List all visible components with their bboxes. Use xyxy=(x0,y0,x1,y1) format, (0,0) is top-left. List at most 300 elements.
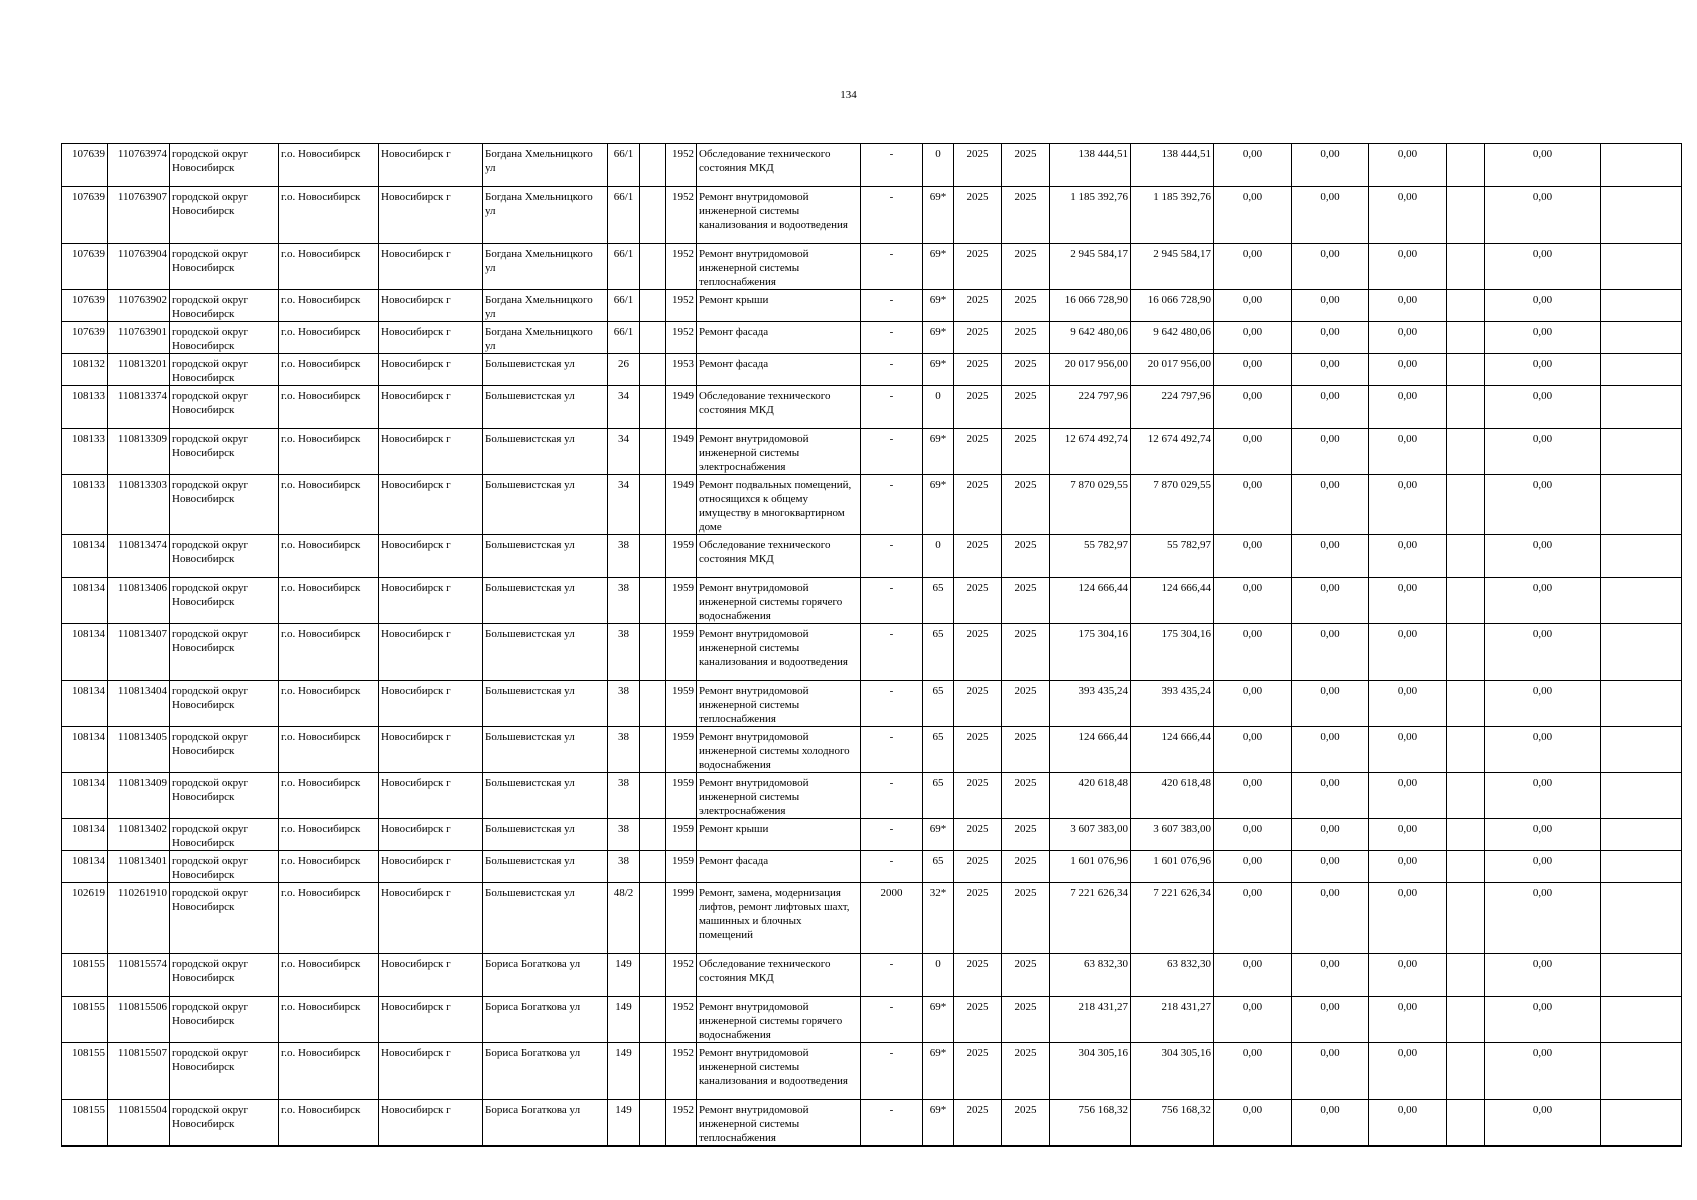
street-cell: Богдана Хмельницкого ул xyxy=(483,187,608,244)
federal-cell: 0,00 xyxy=(1214,997,1292,1043)
building-cell xyxy=(640,773,666,819)
street-cell: Большевистская ул xyxy=(483,819,608,851)
owners-cell: 0,00 xyxy=(1485,624,1601,681)
street-cell: Бориса Богаткова ул xyxy=(483,1043,608,1100)
plan-end-cell: 2025 xyxy=(1002,244,1050,290)
blank-cell xyxy=(1447,354,1485,386)
building-cell xyxy=(640,1100,666,1147)
work-type-cell: Ремонт крыши xyxy=(697,819,861,851)
year-built-cell: 1959 xyxy=(666,681,697,727)
last-repair-cell: - xyxy=(861,535,923,578)
work-id-cell: 110813374 xyxy=(108,386,170,429)
municipality-cell: г.о. Новосибирск xyxy=(279,681,379,727)
municipality-cell: г.о. Новосибирск xyxy=(279,1100,379,1147)
local-cell: 0,00 xyxy=(1369,322,1447,354)
owners-cell: 0,00 xyxy=(1485,244,1601,290)
house-number-cell: 26 xyxy=(608,354,640,386)
owners-cell: 0,00 xyxy=(1485,475,1601,535)
plan-start-cell: 2025 xyxy=(954,1043,1002,1100)
municipality-cell: г.о. Новосибирск xyxy=(279,578,379,624)
building-cell xyxy=(640,144,666,187)
street-cell: Большевистская ул xyxy=(483,681,608,727)
table-row xyxy=(62,997,1682,1043)
owners-cell: 0,00 xyxy=(1485,851,1601,883)
owners-cell: 0,00 xyxy=(1485,997,1601,1043)
year-built-cell: 1952 xyxy=(666,322,697,354)
street-cell: Большевистская ул xyxy=(483,773,608,819)
settlement-cell: Новосибирск г xyxy=(379,624,483,681)
regional-cell: 0,00 xyxy=(1292,187,1369,244)
house-number-cell: 66/1 xyxy=(608,290,640,322)
house-number-cell: 149 xyxy=(608,1100,640,1147)
owners-cell: 0,00 xyxy=(1485,322,1601,354)
street-cell: Большевистская ул xyxy=(483,578,608,624)
municipality-cell: г.о. Новосибирск xyxy=(279,535,379,578)
building-cell xyxy=(640,535,666,578)
work-id-cell: 110813406 xyxy=(108,578,170,624)
plan-end-cell: 2025 xyxy=(1002,322,1050,354)
year-built-cell: 1959 xyxy=(666,851,697,883)
wear-cell: 69* xyxy=(923,290,954,322)
plan-start-cell: 2025 xyxy=(954,997,1002,1043)
municipality-cell: г.о. Новосибирск xyxy=(279,386,379,429)
district-cell: городской округ Новосибирск xyxy=(170,187,279,244)
municipality-cell: г.о. Новосибирск xyxy=(279,819,379,851)
owners-cell: 0,00 xyxy=(1485,144,1601,187)
house-number-cell: 38 xyxy=(608,819,640,851)
federal-cell: 0,00 xyxy=(1214,475,1292,535)
street-cell: Большевистская ул xyxy=(483,883,608,954)
local-cell: 0,00 xyxy=(1369,244,1447,290)
table-row xyxy=(62,187,1682,244)
federal-cell: 0,00 xyxy=(1214,681,1292,727)
plan-end-cell: 2025 xyxy=(1002,187,1050,244)
house-number-cell: 38 xyxy=(608,535,640,578)
house-id-cell: 108134 xyxy=(62,727,108,773)
street-cell: Большевистская ул xyxy=(483,535,608,578)
owners-cell: 0,00 xyxy=(1485,1043,1601,1100)
local-cell: 0,00 xyxy=(1369,578,1447,624)
work-id-cell: 110815574 xyxy=(108,954,170,997)
wear-cell: 0 xyxy=(923,535,954,578)
house-number-cell: 38 xyxy=(608,681,640,727)
last-repair-cell: - xyxy=(861,851,923,883)
regional-cell: 0,00 xyxy=(1292,535,1369,578)
work-id-cell: 110813407 xyxy=(108,624,170,681)
extra-cell xyxy=(1601,535,1682,578)
total-cost-cell: 3 607 383,00 xyxy=(1050,819,1131,851)
regional-cell: 0,00 xyxy=(1292,244,1369,290)
work-id-cell: 110813303 xyxy=(108,475,170,535)
house-id-cell: 108133 xyxy=(62,475,108,535)
wear-cell: 65 xyxy=(923,773,954,819)
work-id-cell: 110813401 xyxy=(108,851,170,883)
work-type-cell: Ремонт внутридомовой инженерной системы горячего водоснабжения xyxy=(697,578,861,624)
district-cell: городской округ Новосибирск xyxy=(170,1043,279,1100)
plan-end-cell: 2025 xyxy=(1002,624,1050,681)
wear-cell: 69* xyxy=(923,997,954,1043)
plan-end-cell: 2025 xyxy=(1002,1100,1050,1147)
work-id-cell: 110813405 xyxy=(108,727,170,773)
federal-cell: 0,00 xyxy=(1214,954,1292,997)
street-cell: Большевистская ул xyxy=(483,354,608,386)
blank-cell xyxy=(1447,144,1485,187)
plan-end-cell: 2025 xyxy=(1002,475,1050,535)
table-row xyxy=(62,578,1682,624)
last-repair-cell: - xyxy=(861,997,923,1043)
house-id-cell: 107639 xyxy=(62,322,108,354)
last-repair-cell: - xyxy=(861,429,923,475)
total-cost-cell: 756 168,32 xyxy=(1050,1100,1131,1147)
total-cost-cell: 20 017 956,00 xyxy=(1050,354,1131,386)
blank-cell xyxy=(1447,727,1485,773)
year-built-cell: 1952 xyxy=(666,1043,697,1100)
house-number-cell: 38 xyxy=(608,727,640,773)
owners-cell: 0,00 xyxy=(1485,1100,1601,1147)
wear-cell: 65 xyxy=(923,578,954,624)
regional-cell: 0,00 xyxy=(1292,773,1369,819)
street-cell: Бориса Богаткова ул xyxy=(483,1100,608,1147)
blank-cell xyxy=(1447,475,1485,535)
municipality-cell: г.о. Новосибирск xyxy=(279,354,379,386)
regional-cell: 0,00 xyxy=(1292,997,1369,1043)
work-id-cell: 110763904 xyxy=(108,244,170,290)
district-cell: городской округ Новосибирск xyxy=(170,851,279,883)
work-type-cell: Ремонт внутридомовой инженерной системы канализования и водоотведения xyxy=(697,624,861,681)
plan-end-cell: 2025 xyxy=(1002,290,1050,322)
year-built-cell: 1952 xyxy=(666,1100,697,1147)
extra-cell xyxy=(1601,954,1682,997)
building-cell xyxy=(640,322,666,354)
settlement-cell: Новосибирск г xyxy=(379,773,483,819)
street-cell: Большевистская ул xyxy=(483,429,608,475)
plan-start-cell: 2025 xyxy=(954,386,1002,429)
local-cell: 0,00 xyxy=(1369,819,1447,851)
plan-end-cell: 2025 xyxy=(1002,851,1050,883)
house-number-cell: 34 xyxy=(608,386,640,429)
blank-cell xyxy=(1447,1043,1485,1100)
table-row xyxy=(62,1100,1682,1147)
wear-cell: 65 xyxy=(923,624,954,681)
street-cell: Бориса Богаткова ул xyxy=(483,954,608,997)
settlement-cell: Новосибирск г xyxy=(379,954,483,997)
house-number-cell: 38 xyxy=(608,773,640,819)
house-id-cell: 108155 xyxy=(62,997,108,1043)
plan-end-cell: 2025 xyxy=(1002,997,1050,1043)
house-id-cell: 108134 xyxy=(62,535,108,578)
federal-cell: 0,00 xyxy=(1214,883,1292,954)
blank-cell xyxy=(1447,851,1485,883)
fund-cost-cell: 756 168,32 xyxy=(1131,1100,1214,1147)
work-id-cell: 110813409 xyxy=(108,773,170,819)
street-cell: Богдана Хмельницкого ул xyxy=(483,322,608,354)
year-built-cell: 1952 xyxy=(666,997,697,1043)
plan-end-cell: 2025 xyxy=(1002,578,1050,624)
street-cell: Богдана Хмельницкого ул xyxy=(483,244,608,290)
house-id-cell: 108134 xyxy=(62,681,108,727)
fund-cost-cell: 138 444,51 xyxy=(1131,144,1214,187)
wear-cell: 69* xyxy=(923,187,954,244)
plan-start-cell: 2025 xyxy=(954,187,1002,244)
federal-cell: 0,00 xyxy=(1214,1043,1292,1100)
total-cost-cell: 1 601 076,96 xyxy=(1050,851,1131,883)
regional-cell: 0,00 xyxy=(1292,322,1369,354)
year-built-cell: 1952 xyxy=(666,144,697,187)
house-number-cell: 149 xyxy=(608,954,640,997)
local-cell: 0,00 xyxy=(1369,624,1447,681)
house-number-cell: 66/1 xyxy=(608,144,640,187)
street-cell: Бориса Богаткова ул xyxy=(483,997,608,1043)
local-cell: 0,00 xyxy=(1369,187,1447,244)
owners-cell: 0,00 xyxy=(1485,386,1601,429)
municipality-cell: г.о. Новосибирск xyxy=(279,883,379,954)
last-repair-cell: - xyxy=(861,681,923,727)
settlement-cell: Новосибирск г xyxy=(379,851,483,883)
street-cell: Большевистская ул xyxy=(483,851,608,883)
year-built-cell: 1959 xyxy=(666,624,697,681)
municipality-cell: г.о. Новосибирск xyxy=(279,322,379,354)
house-id-cell: 108133 xyxy=(62,386,108,429)
fund-cost-cell: 393 435,24 xyxy=(1131,681,1214,727)
local-cell: 0,00 xyxy=(1369,883,1447,954)
fund-cost-cell: 175 304,16 xyxy=(1131,624,1214,681)
total-cost-cell: 16 066 728,90 xyxy=(1050,290,1131,322)
district-cell: городской округ Новосибирск xyxy=(170,681,279,727)
table-row xyxy=(62,535,1682,578)
municipality-cell: г.о. Новосибирск xyxy=(279,429,379,475)
municipality-cell: г.о. Новосибирск xyxy=(279,773,379,819)
building-cell xyxy=(640,429,666,475)
federal-cell: 0,00 xyxy=(1214,244,1292,290)
year-built-cell: 1952 xyxy=(666,244,697,290)
fund-cost-cell: 3 607 383,00 xyxy=(1131,819,1214,851)
regional-cell: 0,00 xyxy=(1292,851,1369,883)
regional-cell: 0,00 xyxy=(1292,883,1369,954)
total-cost-cell: 218 431,27 xyxy=(1050,997,1131,1043)
extra-cell xyxy=(1601,851,1682,883)
table-row xyxy=(62,244,1682,290)
work-type-cell: Ремонт внутридомовой инженерной системы канализования и водоотведения xyxy=(697,187,861,244)
settlement-cell: Новосибирск г xyxy=(379,681,483,727)
regional-cell: 0,00 xyxy=(1292,290,1369,322)
extra-cell xyxy=(1601,354,1682,386)
work-type-cell: Ремонт внутридомовой инженерной системы электроснабжения xyxy=(697,429,861,475)
house-id-cell: 108134 xyxy=(62,851,108,883)
building-cell xyxy=(640,290,666,322)
extra-cell xyxy=(1601,290,1682,322)
owners-cell: 0,00 xyxy=(1485,819,1601,851)
regional-cell: 0,00 xyxy=(1292,354,1369,386)
plan-end-cell: 2025 xyxy=(1002,354,1050,386)
district-cell: городской округ Новосибирск xyxy=(170,819,279,851)
building-cell xyxy=(640,624,666,681)
plan-start-cell: 2025 xyxy=(954,354,1002,386)
work-type-cell: Ремонт крыши xyxy=(697,290,861,322)
blank-cell xyxy=(1447,290,1485,322)
blank-cell xyxy=(1447,997,1485,1043)
last-repair-cell: - xyxy=(861,1100,923,1147)
wear-cell: 65 xyxy=(923,851,954,883)
house-id-cell: 107639 xyxy=(62,290,108,322)
house-number-cell: 66/1 xyxy=(608,244,640,290)
fund-cost-cell: 1 601 076,96 xyxy=(1131,851,1214,883)
extra-cell xyxy=(1601,1100,1682,1147)
municipality-cell: г.о. Новосибирск xyxy=(279,1043,379,1100)
plan-end-cell: 2025 xyxy=(1002,535,1050,578)
house-id-cell: 107639 xyxy=(62,187,108,244)
last-repair-cell: - xyxy=(861,144,923,187)
blank-cell xyxy=(1447,535,1485,578)
regional-cell: 0,00 xyxy=(1292,954,1369,997)
plan-start-cell: 2025 xyxy=(954,954,1002,997)
district-cell: городской округ Новосибирск xyxy=(170,578,279,624)
district-cell: городской округ Новосибирск xyxy=(170,244,279,290)
regional-cell: 0,00 xyxy=(1292,578,1369,624)
house-id-cell: 108155 xyxy=(62,954,108,997)
table-row xyxy=(62,727,1682,773)
table-row xyxy=(62,681,1682,727)
federal-cell: 0,00 xyxy=(1214,144,1292,187)
total-cost-cell: 55 782,97 xyxy=(1050,535,1131,578)
work-id-cell: 110763907 xyxy=(108,187,170,244)
total-cost-cell: 420 618,48 xyxy=(1050,773,1131,819)
wear-cell: 69* xyxy=(923,819,954,851)
fund-cost-cell: 20 017 956,00 xyxy=(1131,354,1214,386)
table-row xyxy=(62,475,1682,535)
house-id-cell: 108155 xyxy=(62,1043,108,1100)
total-cost-cell: 224 797,96 xyxy=(1050,386,1131,429)
local-cell: 0,00 xyxy=(1369,1100,1447,1147)
wear-cell: 69* xyxy=(923,244,954,290)
municipality-cell: г.о. Новосибирск xyxy=(279,997,379,1043)
regional-cell: 0,00 xyxy=(1292,727,1369,773)
extra-cell xyxy=(1601,578,1682,624)
local-cell: 0,00 xyxy=(1369,851,1447,883)
federal-cell: 0,00 xyxy=(1214,290,1292,322)
extra-cell xyxy=(1601,727,1682,773)
local-cell: 0,00 xyxy=(1369,535,1447,578)
district-cell: городской округ Новосибирск xyxy=(170,1100,279,1147)
last-repair-cell: - xyxy=(861,475,923,535)
building-cell xyxy=(640,883,666,954)
local-cell: 0,00 xyxy=(1369,290,1447,322)
local-cell: 0,00 xyxy=(1369,954,1447,997)
last-repair-cell: - xyxy=(861,386,923,429)
fund-cost-cell: 224 797,96 xyxy=(1131,386,1214,429)
federal-cell: 0,00 xyxy=(1214,727,1292,773)
house-id-cell: 108134 xyxy=(62,819,108,851)
plan-start-cell: 2025 xyxy=(954,773,1002,819)
settlement-cell: Новосибирск г xyxy=(379,475,483,535)
house-id-cell: 102619 xyxy=(62,883,108,954)
federal-cell: 0,00 xyxy=(1214,819,1292,851)
owners-cell: 0,00 xyxy=(1485,578,1601,624)
municipality-cell: г.о. Новосибирск xyxy=(279,290,379,322)
total-cost-cell: 7 221 626,34 xyxy=(1050,883,1131,954)
municipality-cell: г.о. Новосибирск xyxy=(279,475,379,535)
house-id-cell: 108132 xyxy=(62,354,108,386)
building-cell xyxy=(640,578,666,624)
fund-cost-cell: 7 221 626,34 xyxy=(1131,883,1214,954)
municipality-cell: г.о. Новосибирск xyxy=(279,851,379,883)
total-cost-cell: 2 945 584,17 xyxy=(1050,244,1131,290)
last-repair-cell: - xyxy=(861,187,923,244)
blank-cell xyxy=(1447,1100,1485,1147)
extra-cell xyxy=(1601,997,1682,1043)
plan-start-cell: 2025 xyxy=(954,429,1002,475)
street-cell: Богдана Хмельницкого ул xyxy=(483,290,608,322)
total-cost-cell: 63 832,30 xyxy=(1050,954,1131,997)
wear-cell: 65 xyxy=(923,681,954,727)
plan-end-cell: 2025 xyxy=(1002,773,1050,819)
plan-start-cell: 2025 xyxy=(954,727,1002,773)
work-type-cell: Ремонт внутридомовой инженерной системы холодного водоснабжения xyxy=(697,727,861,773)
district-cell: городской округ Новосибирск xyxy=(170,997,279,1043)
wear-cell: 69* xyxy=(923,322,954,354)
fund-cost-cell: 7 870 029,55 xyxy=(1131,475,1214,535)
street-cell: Большевистская ул xyxy=(483,386,608,429)
house-id-cell: 108134 xyxy=(62,578,108,624)
last-repair-cell: - xyxy=(861,819,923,851)
wear-cell: 65 xyxy=(923,727,954,773)
work-type-cell: Ремонт внутридомовой инженерной системы теплоснабжения xyxy=(697,1100,861,1147)
year-built-cell: 1952 xyxy=(666,290,697,322)
plan-end-cell: 2025 xyxy=(1002,883,1050,954)
table-row xyxy=(62,144,1682,187)
fund-cost-cell: 420 618,48 xyxy=(1131,773,1214,819)
regional-cell: 0,00 xyxy=(1292,681,1369,727)
last-repair-cell: - xyxy=(861,954,923,997)
federal-cell: 0,00 xyxy=(1214,773,1292,819)
house-id-cell: 108133 xyxy=(62,429,108,475)
district-cell: городской округ Новосибирск xyxy=(170,535,279,578)
building-cell xyxy=(640,244,666,290)
owners-cell: 0,00 xyxy=(1485,773,1601,819)
work-type-cell: Ремонт внутридомовой инженерной системы теплоснабжения xyxy=(697,681,861,727)
table-row xyxy=(62,429,1682,475)
table-row xyxy=(62,322,1682,354)
blank-cell xyxy=(1447,624,1485,681)
building-cell xyxy=(640,819,666,851)
total-cost-cell: 7 870 029,55 xyxy=(1050,475,1131,535)
federal-cell: 0,00 xyxy=(1214,354,1292,386)
year-built-cell: 1959 xyxy=(666,535,697,578)
building-cell xyxy=(640,354,666,386)
federal-cell: 0,00 xyxy=(1214,187,1292,244)
wear-cell: 69* xyxy=(923,1100,954,1147)
wear-cell: 32* xyxy=(923,883,954,954)
capital-repair-table xyxy=(61,143,1682,1147)
last-repair-cell: - xyxy=(861,578,923,624)
work-type-cell: Обследование технического состояния МКД xyxy=(697,386,861,429)
fund-cost-cell: 304 305,16 xyxy=(1131,1043,1214,1100)
plan-start-cell: 2025 xyxy=(954,475,1002,535)
extra-cell xyxy=(1601,322,1682,354)
total-cost-cell: 124 666,44 xyxy=(1050,578,1131,624)
year-built-cell: 1949 xyxy=(666,475,697,535)
total-cost-cell: 1 185 392,76 xyxy=(1050,187,1131,244)
year-built-cell: 1999 xyxy=(666,883,697,954)
work-type-cell: Обследование технического состояния МКД xyxy=(697,535,861,578)
settlement-cell: Новосибирск г xyxy=(379,1100,483,1147)
extra-cell xyxy=(1601,475,1682,535)
work-id-cell: 110763902 xyxy=(108,290,170,322)
house-number-cell: 149 xyxy=(608,1043,640,1100)
last-repair-cell: - xyxy=(861,244,923,290)
extra-cell xyxy=(1601,386,1682,429)
year-built-cell: 1952 xyxy=(666,187,697,244)
regional-cell: 0,00 xyxy=(1292,429,1369,475)
